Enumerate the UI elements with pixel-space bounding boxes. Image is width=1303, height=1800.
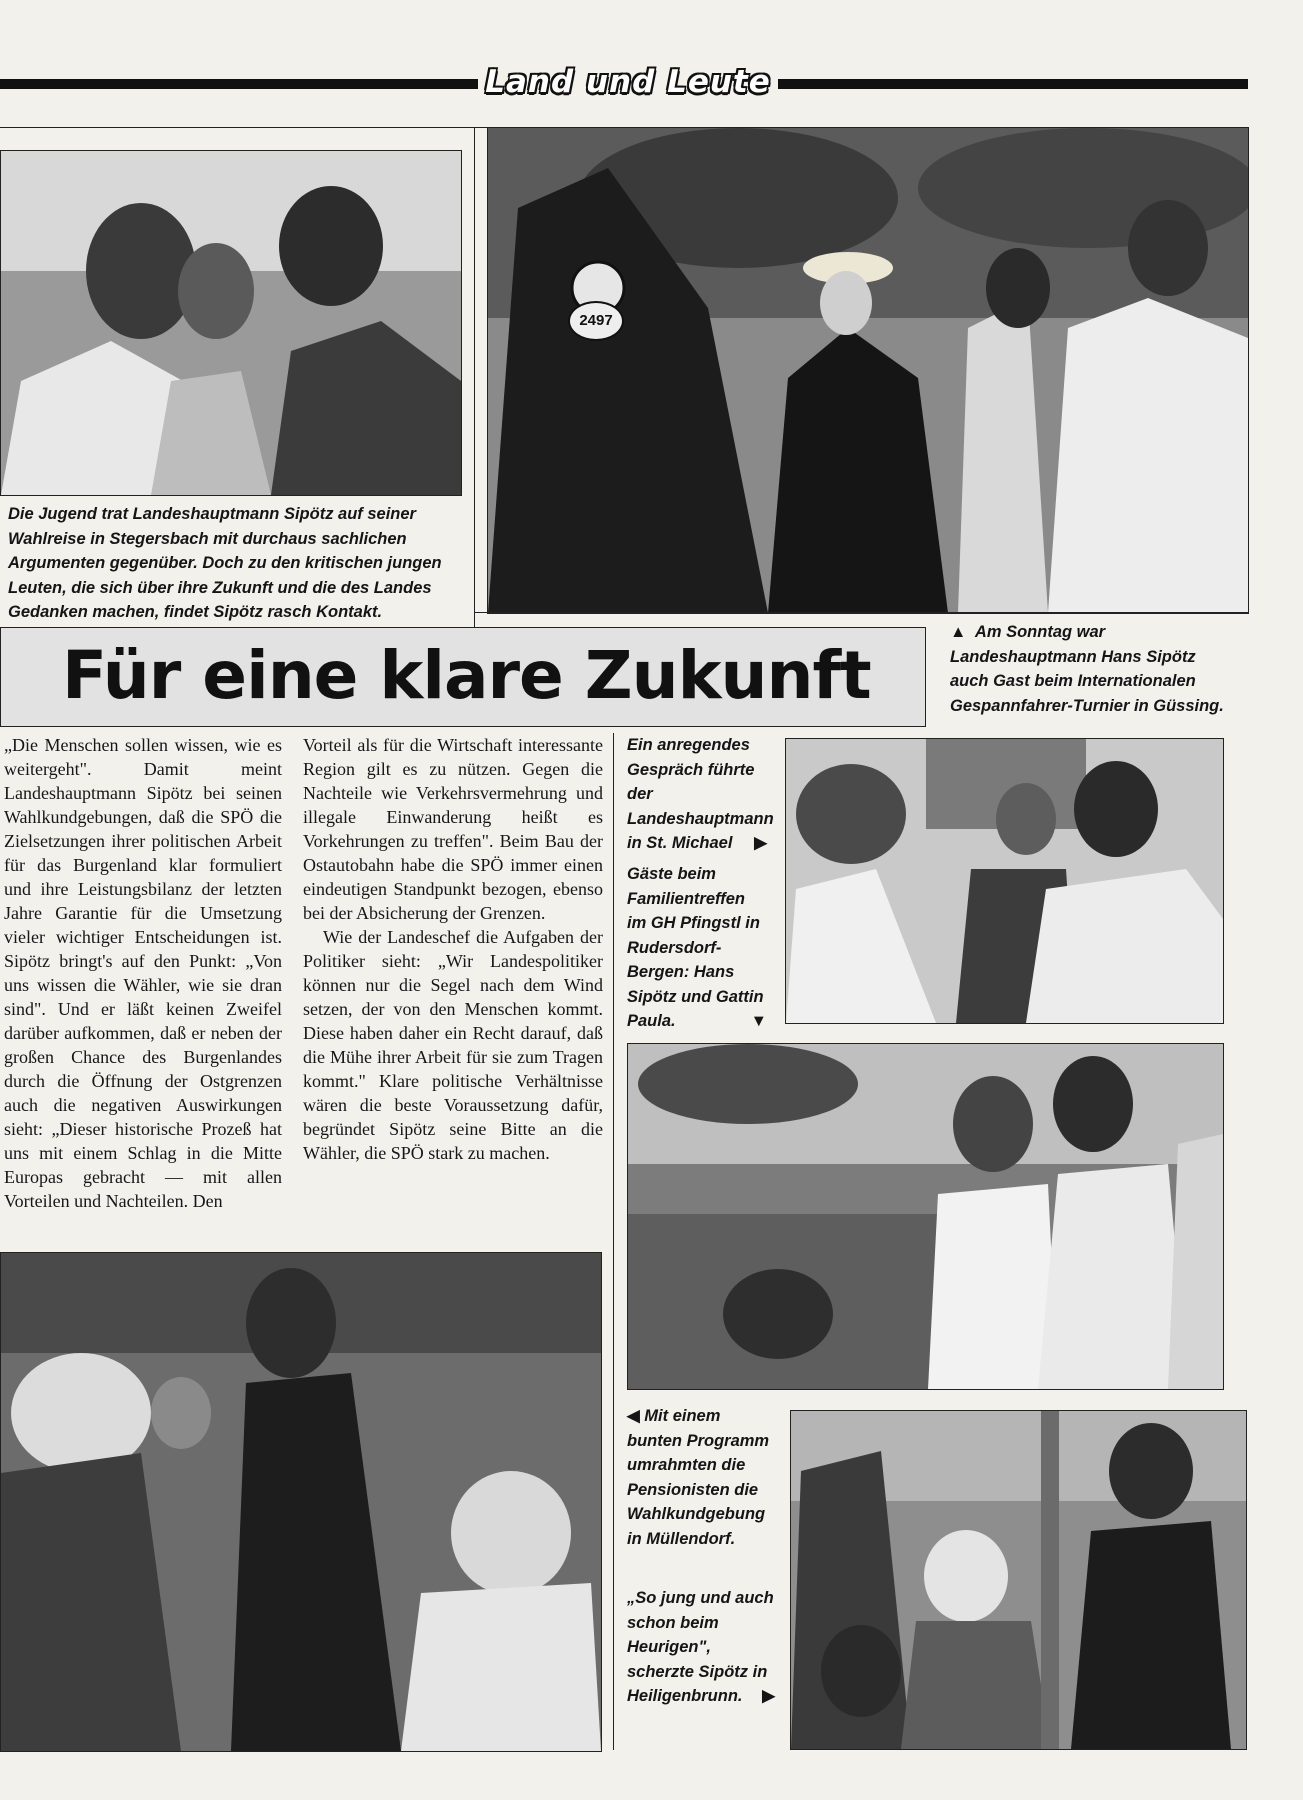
photo-youth-image: [1, 151, 461, 495]
photo-gespannfahrer-guessing: [487, 127, 1249, 614]
caption-family-text: Gäste beim Familientreffen im GH Pfingstl in Rudersdorf-Bergen: Hans Sipötz und Gattin Paula.: [627, 865, 764, 1030]
photo-st-michael-image: [786, 739, 1223, 1023]
caption-sunday-guessing: [950, 620, 1228, 720]
article-column-2: [303, 733, 603, 1233]
article-col2-paragraph-1: Vorteil als für die Wirtschaft interessante Region gilt es zu nützen. Gegen die Nachteile wie Verkehrsvermehrung und illegale Einwanderung heißt es Vorkehrungen zu treffen". Beim Bau der Ostautobahn habe die SPÖ immer einen eindeutigen Standpunkt bezogen, ebenso bei der Absicherung der Grenzen.: [303, 735, 603, 923]
photo-row-underline: [474, 612, 1248, 613]
arrow-left-icon: ◀: [627, 1407, 640, 1425]
photo-muellendorf: [0, 1252, 602, 1752]
caption-pensionisten: [627, 1404, 775, 1582]
photo-muellendorf-image: [1, 1253, 601, 1751]
header-rule-left: [0, 79, 478, 89]
column-divider-text: [613, 733, 614, 1750]
photo-heiligenbrunn: [790, 1410, 1247, 1750]
photo-st-michael: [785, 738, 1224, 1024]
photo-heiligenbrunn-image: [791, 1411, 1246, 1749]
caption-heuriger-text: „So jung und auch schon beim Heurigen", scherzte Sipötz in Heiligenbrunn.: [627, 1589, 774, 1705]
caption-st-michael-text: Ein anregendes Gespräch führte der Landeshauptmann in St. Michael: [627, 736, 774, 852]
photo-youth-stegersbach: [0, 150, 462, 496]
caption-heuriger: [627, 1586, 775, 1736]
caption-pensionisten-text: Mit einem bunten Programm umrahmten die Pensionisten die Wahlkundgebung in Müllendorf.: [627, 1407, 770, 1548]
caption-sunday-text: Am Sonntag war Landeshauptmann Hans Sipötz auch Gast beim Internationalen Gespannfahrer-Turnier in Güssing.: [950, 623, 1224, 715]
arrow-up-icon: ▲: [950, 623, 967, 641]
article-column-1: [4, 733, 282, 1233]
photo-familientreffen: [627, 1043, 1224, 1390]
column-divider-top: [474, 127, 475, 627]
arrow-down-icon: ▼: [750, 1012, 767, 1030]
caption-family: [627, 862, 767, 1032]
caption-st-michael: [627, 733, 774, 858]
header-rule-right: [778, 79, 1248, 89]
article-col1-paragraph-1: „Die Menschen sollen wissen, wie es weitergeht". Damit meint Landeshauptmann Sipötz bei seinen Wahlkundgebungen, daß die SPÖ die Zielsetzungen ihrer politischen Arbeit für das Burgenland klar formuliert und ihre Leistungsbilanz der letzten Jahre Garantie für die Umsetzung vieler wichtiger Entscheidungen ist. Sipötz bringt's auf den Punkt: „Von uns wissen die Wähler, wie sie dran sind". Und er läßt keinen Zweifel darüber aufkommen, daß er neben der großen Chance des Burgenlandes durch die Öffnung der Ostgrenzen auch die negativen Auswirkungen sieht: „Dieser historische Prozeß hat uns mit einem Schlag in die Mitte Europas gebracht — mit allen Vorteilen und Nachteilen. Den: [4, 735, 282, 1211]
article-headline: Für eine klare Zukunft: [62, 637, 871, 714]
article-col2-paragraph-2: Wie der Landeschef die Aufgaben der Politiker sieht: „Wir Landespolitiker können nur die Segel nach dem Wind setzen, der von den Menschen kommt. Diese haben daher ein Recht darauf, daß die Mühe ihrer Arbeit für sie zum Tragen kommt." Klare politische Verhältnisse wären die beste Voraussetzung dafür, begründet Sipötz seine Bitte an die Wähler, die SPÖ stark zu machen.: [303, 927, 603, 1163]
caption-youth: Die Jugend trat Landeshauptmann Sipötz auf seiner Wahlreise in Stegersbach mit durchaus sachlichen Argumenten gegenüber. Doch zu den kritischen jungen Leuten, die sich über ihre Zukunft und die des Landes Gedanken machen, findet Sipötz rasch Kontakt.: [8, 505, 442, 621]
arrow-right-icon: ▶: [754, 834, 767, 852]
photo-guessing-image: [488, 128, 1248, 613]
section-title: Land und Leute: [485, 64, 771, 100]
arrow-right-icon-2: ▶: [762, 1687, 775, 1705]
photo-familientreffen-image: [628, 1044, 1223, 1389]
horse-number-tag: 2497: [568, 301, 624, 341]
